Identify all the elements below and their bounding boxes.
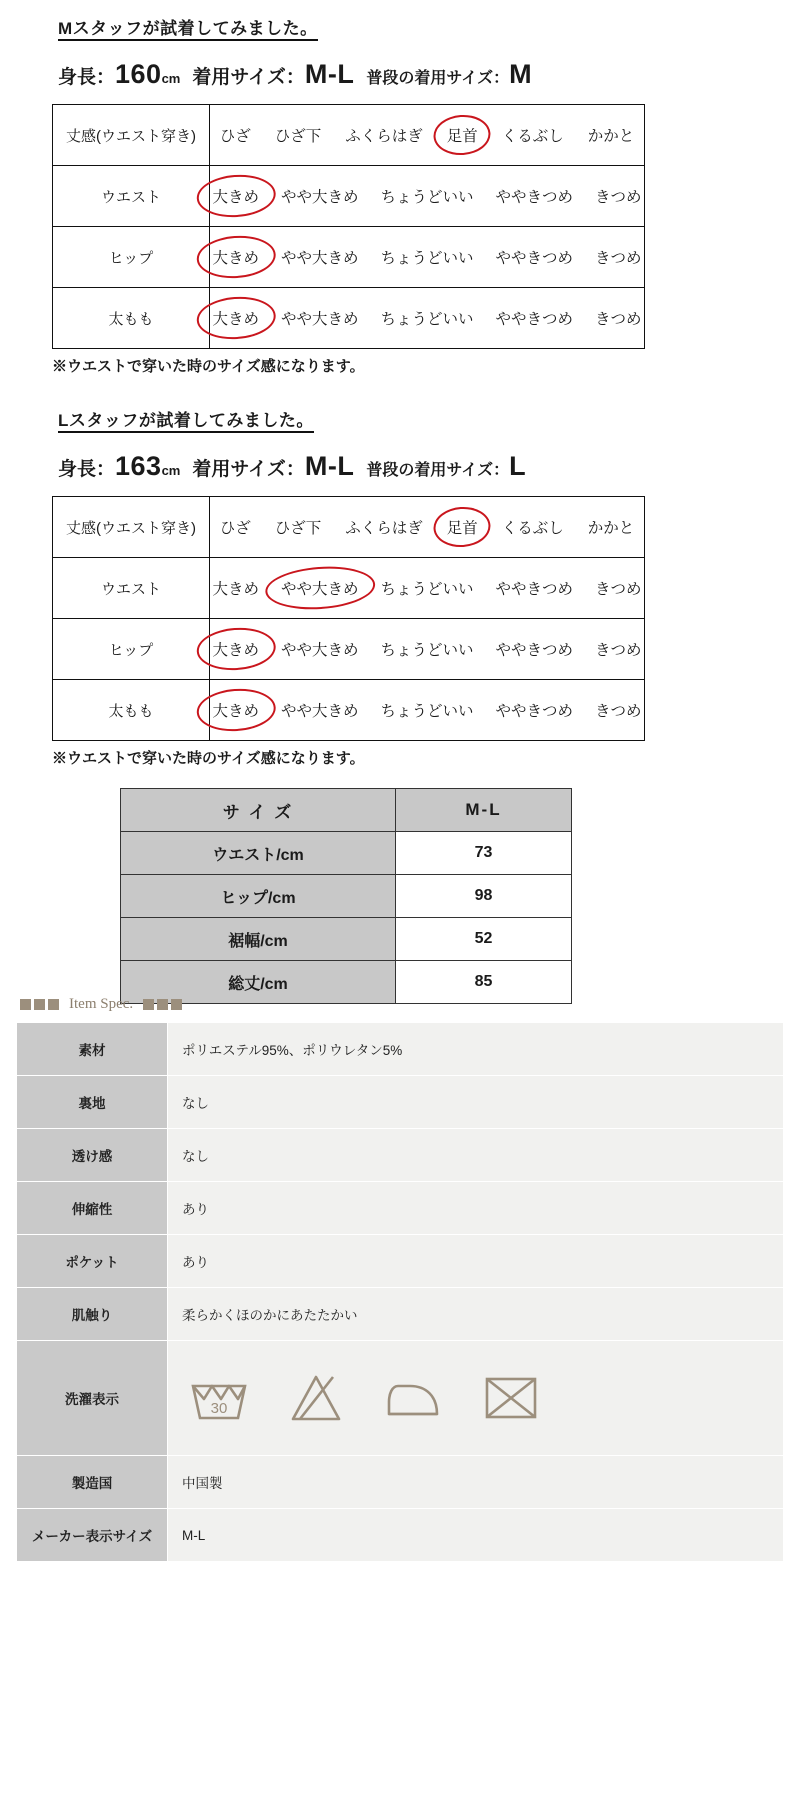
- option-selected[interactable]: 大きめ: [208, 304, 263, 332]
- staff-title: Lスタッフが試着してみました。: [58, 406, 314, 433]
- item-spec-table-body: [17, 1023, 784, 1562]
- staff-review-block-l: [0, 406, 800, 768]
- option[interactable]: ふくらはぎ: [345, 520, 423, 537]
- spec-value: M-L: [168, 1509, 784, 1562]
- fit-row-options: [210, 619, 645, 680]
- option[interactable]: ひざ下: [274, 520, 322, 537]
- spec-value: なし: [168, 1076, 784, 1129]
- spec-key: 製造国: [17, 1456, 168, 1509]
- measurement-table: [120, 788, 572, 1004]
- option-list: [210, 635, 644, 663]
- option[interactable]: きつめ: [595, 703, 642, 720]
- spec-value: 柔らかくほのかにあたたかい: [168, 1288, 784, 1341]
- fit-row: [53, 166, 645, 227]
- spec-key: メーカー表示サイズ: [17, 1509, 168, 1562]
- no-tumble-dry-icon: [482, 1372, 540, 1424]
- option[interactable]: ややきつめ: [495, 250, 574, 267]
- fit-row-options: [210, 680, 645, 741]
- option[interactable]: きつめ: [595, 311, 642, 328]
- option[interactable]: ちょうどいい: [380, 250, 474, 267]
- spec-row: [17, 1023, 784, 1076]
- spec-key: 裏地: [17, 1076, 168, 1129]
- staff-review-block-m: [0, 14, 800, 376]
- option-list: [210, 304, 644, 332]
- option[interactable]: きつめ: [595, 642, 642, 659]
- option-selected[interactable]: やや大きめ: [277, 574, 363, 602]
- option[interactable]: ひざ下: [274, 128, 322, 145]
- option-selected[interactable]: 足首: [443, 513, 482, 541]
- fit-row-label: 丈感(ウエスト穿き): [53, 497, 210, 558]
- fit-row-label: ウエスト: [53, 166, 210, 227]
- svg-text:30: 30: [210, 1400, 228, 1417]
- spec-value: あり: [168, 1235, 784, 1288]
- item-spec-heading: Item Spec.: [69, 996, 134, 1012]
- option-list: [210, 513, 644, 541]
- worn-size-label: 着用サイズ：: [192, 459, 305, 480]
- fit-row: [53, 227, 645, 288]
- option[interactable]: ややきつめ: [495, 581, 574, 598]
- item-spec-header: [20, 996, 182, 1013]
- fit-row-options: [210, 558, 645, 619]
- height-label: 身長：: [58, 459, 116, 480]
- measurement-header-size: M-L: [396, 789, 572, 832]
- option[interactable]: ちょうどいい: [380, 703, 474, 720]
- spec-row: [17, 1076, 784, 1129]
- option[interactable]: かかと: [587, 128, 635, 145]
- option[interactable]: きつめ: [595, 189, 642, 206]
- spec-row: [17, 1235, 784, 1288]
- square-ornament-right-icon: [143, 999, 182, 1010]
- spec-value: 中国製: [168, 1456, 784, 1509]
- spec-key: ポケット: [17, 1235, 168, 1288]
- fit-row-options: [210, 105, 645, 166]
- wash-30-icon: [188, 1372, 250, 1424]
- measurement-label: ウエスト/cm: [121, 832, 396, 875]
- height-value: 160: [115, 59, 162, 89]
- spec-value: [168, 1341, 784, 1456]
- spec-row: [17, 1456, 784, 1509]
- spec-value: あり: [168, 1182, 784, 1235]
- fit-row: [53, 497, 645, 558]
- usual-size-value: L: [509, 451, 527, 481]
- height-label: 身長：: [58, 67, 116, 88]
- spec-key: 伸縮性: [17, 1182, 168, 1235]
- item-spec-table: [16, 1022, 784, 1562]
- staff-title-wrap: [0, 14, 800, 41]
- spec-row: [17, 1341, 784, 1456]
- option[interactable]: きつめ: [595, 250, 642, 267]
- option-selected[interactable]: 大きめ: [208, 635, 263, 663]
- spec-row: [17, 1182, 784, 1235]
- fit-row: [53, 619, 645, 680]
- option[interactable]: ややきつめ: [495, 642, 574, 659]
- option[interactable]: 大きめ: [212, 581, 259, 598]
- worn-size-label: 着用サイズ：: [192, 67, 305, 88]
- option-list: [210, 574, 644, 602]
- measurement-value: 73: [396, 832, 572, 875]
- fit-table-body: [53, 497, 645, 741]
- option[interactable]: ややきつめ: [495, 703, 574, 720]
- care-symbol-group: [188, 1372, 782, 1424]
- option[interactable]: くるぶし: [501, 128, 564, 145]
- option-list: [210, 243, 644, 271]
- measurement-header-row: [121, 789, 572, 832]
- height-unit: cm: [161, 463, 181, 478]
- option[interactable]: ひざ: [219, 128, 251, 145]
- option[interactable]: ちょうどいい: [380, 311, 474, 328]
- option[interactable]: かかと: [587, 520, 635, 537]
- fit-table-m: [52, 104, 645, 349]
- option[interactable]: ややきつめ: [495, 311, 574, 328]
- option[interactable]: ややきつめ: [495, 189, 574, 206]
- spec-key: 肌触り: [17, 1288, 168, 1341]
- fit-row: [53, 105, 645, 166]
- measurement-row: [121, 918, 572, 961]
- staff-title: Mスタッフが試着してみました。: [58, 14, 318, 41]
- fit-row: [53, 288, 645, 349]
- spec-row: [17, 1288, 784, 1341]
- option[interactable]: ちょうどいい: [380, 581, 474, 598]
- usual-size-value: M: [509, 59, 533, 89]
- measurement-value: 85: [396, 961, 572, 1004]
- fit-row-label: ウエスト: [53, 558, 210, 619]
- height-value: 163: [115, 451, 162, 481]
- spec-value: なし: [168, 1129, 784, 1182]
- spec-key: 素材: [17, 1023, 168, 1076]
- usual-size-label: 普段の着用サイズ：: [366, 70, 510, 87]
- option-selected[interactable]: 大きめ: [208, 182, 263, 210]
- option[interactable]: やや大きめ: [280, 250, 359, 267]
- option-selected[interactable]: 足首: [443, 121, 482, 149]
- fit-row-label: 太もも: [53, 680, 210, 741]
- fit-row-options: [210, 166, 645, 227]
- option-list: [210, 121, 644, 149]
- measurement-label: 総丈/cm: [121, 961, 396, 1004]
- no-tumble-dry-icon: [482, 1372, 540, 1424]
- option-selected[interactable]: 大きめ: [208, 696, 263, 724]
- worn-size-value: M-L: [304, 451, 355, 481]
- height-unit: cm: [161, 71, 181, 86]
- iron-low-icon: [382, 1376, 444, 1420]
- option[interactable]: ちょうどいい: [380, 642, 474, 659]
- staff-title-wrap: [0, 406, 800, 433]
- measurement-row: [121, 961, 572, 1004]
- spec-key: 透け感: [17, 1129, 168, 1182]
- staff-meta: [0, 59, 800, 90]
- option-selected[interactable]: 大きめ: [208, 243, 263, 271]
- option[interactable]: やや大きめ: [280, 189, 359, 206]
- option-list: [210, 696, 644, 724]
- option[interactable]: やや大きめ: [280, 311, 359, 328]
- spec-row: [17, 1509, 784, 1562]
- measurement-table-body: [121, 789, 572, 1004]
- fit-table-body: [53, 105, 645, 349]
- option[interactable]: きつめ: [595, 581, 642, 598]
- iron-low-icon: [382, 1376, 444, 1420]
- measurement-label: 裾幅/cm: [121, 918, 396, 961]
- fit-row-options: [210, 288, 645, 349]
- measurement-row: [121, 875, 572, 918]
- square-ornament-left-icon: [20, 999, 59, 1010]
- option-list: [210, 182, 644, 210]
- option[interactable]: くるぶし: [501, 520, 564, 537]
- wash-30-icon: [188, 1372, 250, 1424]
- option[interactable]: やや大きめ: [280, 642, 359, 659]
- measurement-label: ヒップ/cm: [121, 875, 396, 918]
- fit-row: [53, 558, 645, 619]
- fit-row-label: 太もも: [53, 288, 210, 349]
- worn-size-value: M-L: [304, 59, 355, 89]
- fit-row-label: 丈感(ウエスト穿き): [53, 105, 210, 166]
- measurement-row: [121, 832, 572, 875]
- measurement-value: 52: [396, 918, 572, 961]
- usual-size-label: 普段の着用サイズ：: [366, 462, 510, 479]
- option[interactable]: ちょうどいい: [380, 189, 474, 206]
- no-bleach-icon: [288, 1372, 344, 1424]
- spec-value: ポリエステル95%、ポリウレタン5%: [168, 1023, 784, 1076]
- spec-row: [17, 1129, 784, 1182]
- fit-row-options: [210, 227, 645, 288]
- option[interactable]: やや大きめ: [280, 703, 359, 720]
- option[interactable]: ふくらはぎ: [345, 128, 423, 145]
- fit-row-label: ヒップ: [53, 227, 210, 288]
- staff-meta: [0, 451, 800, 482]
- fit-table-l: [52, 496, 645, 741]
- fit-row: [53, 680, 645, 741]
- spec-key: 洗濯表示: [17, 1341, 168, 1456]
- fit-row-options: [210, 497, 645, 558]
- fit-note: ※ウエストで穿いた時のサイズ感になります。: [52, 358, 365, 375]
- no-bleach-icon: [288, 1372, 344, 1424]
- option[interactable]: ひざ: [219, 520, 251, 537]
- measurement-value: 98: [396, 875, 572, 918]
- fit-row-label: ヒップ: [53, 619, 210, 680]
- fit-note: ※ウエストで穿いた時のサイズ感になります。: [52, 750, 365, 767]
- measurement-header-label: サ イ ズ: [121, 789, 396, 832]
